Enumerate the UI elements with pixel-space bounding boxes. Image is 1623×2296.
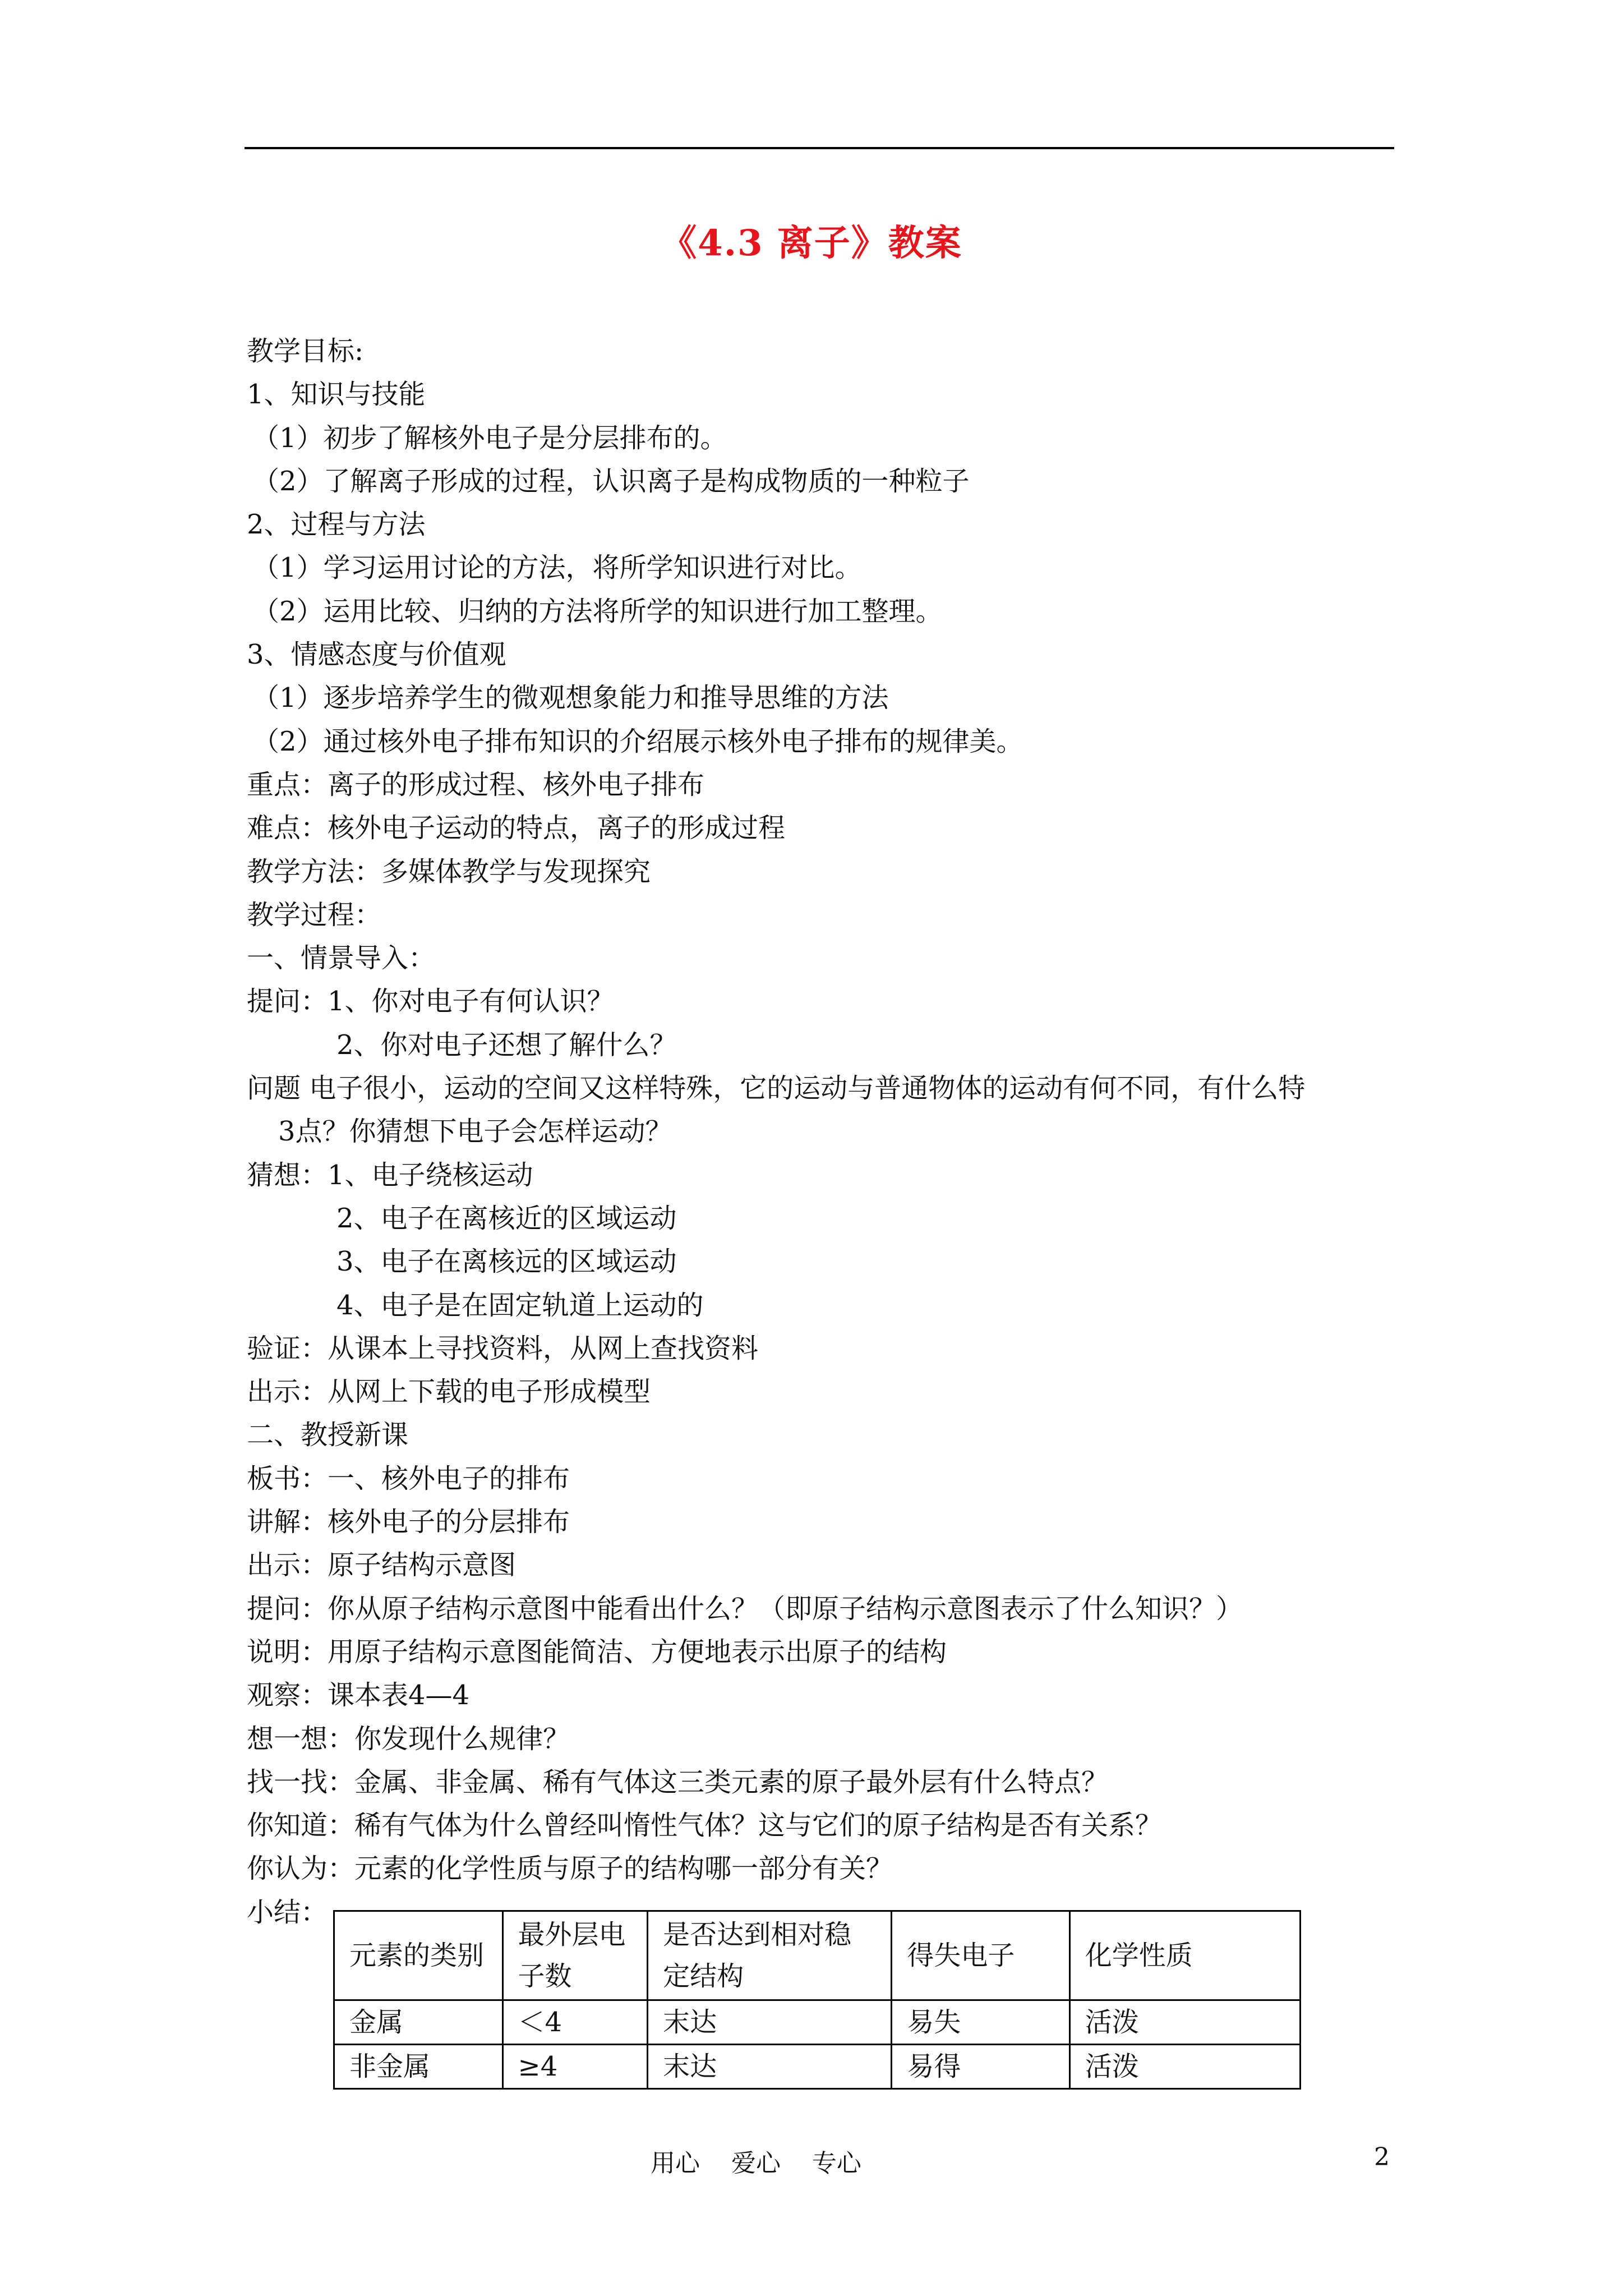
text-line: 你认为：元素的化学性质与原子的结构哪一部分有关？	[247, 1853, 893, 1885]
text-line: 想一想：你发现什么规律？	[247, 1723, 570, 1755]
text-line: 提问：1、你对电子有何认识？	[247, 986, 614, 1018]
text-line: 问题 电子很小，运动的空间又这样特殊，它的运动与普通物体的运动有何不同，有什么特	[247, 1073, 1306, 1105]
table-row	[334, 2045, 1301, 2089]
table-header-cell: 最外层电子数	[502, 1911, 648, 2000]
text-line: 4、电子是在固定轨道上运动的	[336, 1289, 704, 1321]
text-line: 出示：原子结构示意图	[247, 1549, 517, 1581]
table-header-cell: 是否达到相对稳定结构	[648, 1911, 892, 2000]
text-line: 2、你对电子还想了解什么？	[336, 1029, 677, 1061]
text-line: （2）了解离子形成的过程，认识离子是构成物质的一种粒子	[252, 465, 970, 497]
text-line: 1、知识与技能	[247, 379, 426, 411]
table-cell: 末达	[648, 2000, 892, 2045]
footer-motto: 用心 爱心 专心	[651, 2149, 861, 2178]
text-line: 教学方法：多媒体教学与发现探究	[247, 855, 651, 887]
text-line: 2、电子在离核近的区域运动	[336, 1202, 677, 1234]
document-body	[247, 330, 1402, 1934]
text-line: （2）通过核外电子排布知识的介绍展示核外电子排布的规律美。	[252, 725, 1023, 757]
table-cell: 非金属	[334, 2045, 503, 2089]
table-cell: ≥4	[502, 2045, 648, 2089]
table-cell: ＜4	[502, 2000, 648, 2045]
text-line: 提问：你从原子结构示意图中能看出什么？（即原子结构示意图表示了什么知识？）	[247, 1593, 1243, 1625]
document-title: 《4.3 离子》教案	[661, 222, 962, 264]
text-line: 小结：	[247, 1896, 328, 1928]
table-cell: 易得	[892, 2045, 1069, 2089]
text-line: 验证：从课本上寻找资料，从网上查找资料	[247, 1332, 759, 1364]
text-line: 难点：核外电子运动的特点，离子的形成过程	[247, 812, 786, 844]
text-line: （1）逐步培养学生的微观想象能力和推导思维的方法	[252, 682, 889, 714]
page-number: 2	[1374, 2143, 1390, 2171]
table-cell: 末达	[648, 2045, 892, 2089]
table-row	[334, 2000, 1301, 2045]
text-line: 教学过程：	[247, 899, 382, 931]
text-line: 观察：课本表4—4	[247, 1680, 470, 1711]
text-line: （1）初步了解核外电子是分层排布的。	[252, 422, 727, 454]
text-line: 猜想：1、电子绕核运动	[247, 1159, 533, 1191]
text-line: 3、情感态度与价值观	[247, 639, 506, 671]
text-line: 3点？你猜想下电子会怎样运动？	[278, 1116, 672, 1148]
table-cell: 金属	[334, 2000, 503, 2045]
text-line: 一、情景导入：	[247, 942, 436, 974]
table-header-cell: 得失电子	[892, 1911, 1069, 2000]
text-line: 出示：从网上下载的电子形成模型	[247, 1376, 651, 1408]
text-line: 二、教授新课	[247, 1419, 409, 1451]
text-line: 找一找：金属、非金属、稀有气体这三类元素的原子最外层有什么特点？	[247, 1766, 1109, 1798]
text-line: 讲解：核外电子的分层排布	[247, 1506, 570, 1538]
text-line: 教学目标:	[247, 335, 364, 367]
table-cell: 易失	[892, 2000, 1069, 2045]
text-line: 你知道：稀有气体为什么曾经叫惰性气体？这与它们的原子结构是否有关系？	[247, 1810, 1163, 1842]
table-header-row	[334, 1911, 1301, 2000]
summary-table	[333, 1910, 1301, 2090]
text-line: 3、电子在离核远的区域运动	[336, 1246, 677, 1278]
text-line: 板书：一、核外电子的排布	[247, 1462, 570, 1494]
table-header-cell: 元素的类别	[334, 1911, 503, 2000]
table-cell: 活泼	[1069, 2000, 1300, 2045]
text-line: 重点：离子的形成过程、核外电子排布	[247, 769, 705, 800]
header-rule	[245, 147, 1394, 149]
text-line: 说明：用原子结构示意图能简洁、方便地表示出原子的结构	[247, 1636, 947, 1668]
table-cell: 活泼	[1069, 2045, 1300, 2089]
table-header-cell: 化学性质	[1069, 1911, 1300, 2000]
text-line: 2、过程与方法	[247, 509, 426, 541]
text-line: （2）运用比较、归纳的方法将所学的知识进行加工整理。	[252, 595, 943, 627]
text-line: （1）学习运用讨论的方法，将所学知识进行对比。	[252, 552, 862, 584]
